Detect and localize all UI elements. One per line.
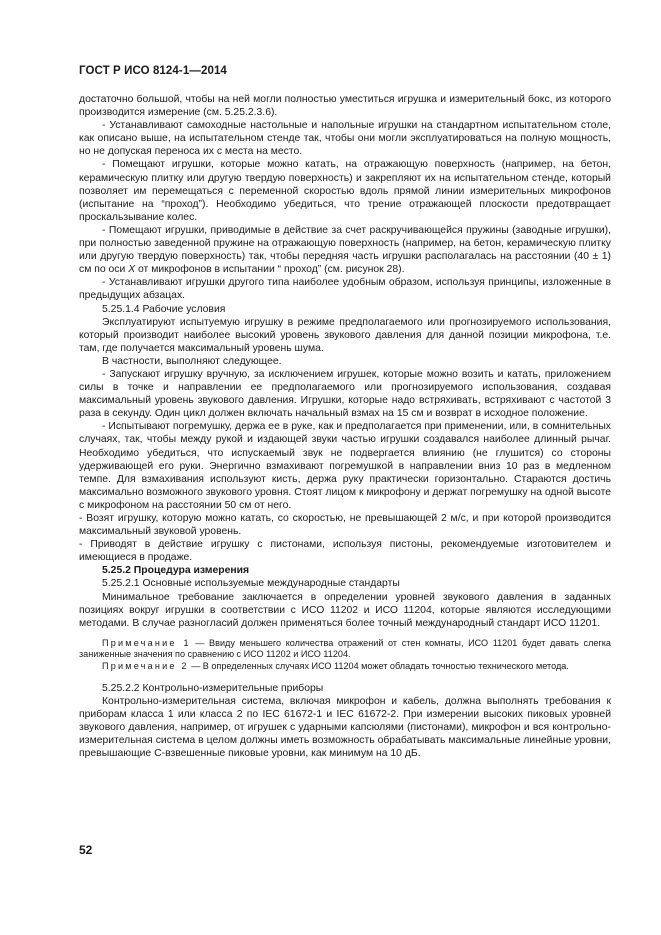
page-header-title: ГОСТ Р ИСО 8124-1—2014 [79,65,227,77]
paragraph: - Приводят в действие игрушку с пистонами, используя пистоны, рекомендуемые изготовителем и имеющиеся в продаже. [79,539,611,564]
paragraph-text: от микрофонов в испытании “ проход” (см. рисунок 28). [135,264,405,276]
note-text: — Ввиду меньшего количества отражений от стен комнаты, ИСО 11201 будет давать слегка заниженные значения по сравнению с ИСО 11202 и ИСО 11204. [79,637,611,660]
paragraph: - Устанавливают самоходные настольные и напольные игрушки на стандартном испытательном столе, как описано выше, на испытательном стенде так, чтобы они могли эксплуатироваться на полную мощность, но не допуская переноса их с места на место. [79,120,611,158]
paragraph: - Возят игрушку, которую можно катать, со скоростью, не превышающей 2 м/с, и при которой производится максимальный звуковой уровень. [79,513,611,538]
note-text: — В определенных случаях ИСО 11204 может обладать точностью технического метода. [188,661,569,672]
paragraph [79,224,611,276]
axis-symbol: X [128,264,136,276]
document-body [79,93,611,760]
paragraph: Минимальное требование заключается в определении уровней звукового давления в заданных позициях вокруг игрушки в соответствии с ИСО 11202 и ИСО 11204, которые являются исследующими методами. В случае разногласий должен применяться более точный международный стандарт ИСО 11201. [79,591,611,629]
paragraph-text: - Помещают игрушки, приводимые в действие за счет раскручивающейся пружины (заводные игрушки), при полностью заведенной пружине на отражающую поверхность (например, на бетон, керамическую плитку или другую твердую поверхность) так, чтобы передняя часть игрушки располагалась на расстоянии (40 ± 1) см по оси [79,224,611,276]
page-number: 52 [79,843,93,857]
note [79,661,611,673]
paragraph: Эксплуатируют испытуемую игрушку в режиме предполагаемого или прогнозируемого использования, который производит наиболее высокий уровень звукового давления для данной позиции микрофона, т.е. там, где получается максимальный уровень шума. [79,316,611,354]
subsection-heading: 5.25.2.2 Контрольно-измерительные приборы [102,682,324,694]
section-heading: 5.25.2 Процедура измерения [102,565,250,577]
note-label: Примечание 2 [102,661,189,672]
subsection-heading: 5.25.1.4 Рабочие условия [102,303,226,315]
paragraph: В частности, выполняют следующее. [102,355,282,367]
paragraph: Контрольно-измерительная система, включая микрофон и кабель, должна выполнять требования к приборам класса 1 или класса 2 по IEC 61672-1 и IEC 61672-2. При измерении высоких пиковых уровней звукового давления, например, от игрушек с ударными капсюлями (пистонами), микрофон и вся контрольно-измерительная система в целом должны иметь возможность обрабатывать максимальные линейные уровни, превышающие С-взвешенные пиковые уровни, как минимум на 10 дБ. [79,695,611,760]
paragraph: - Устанавливают игрушки другого типа наиболее удобным образом, используя принципы, изложенные в предыдущих абзацах. [79,277,611,302]
note [79,638,611,661]
note-label: Примечание 1 [102,637,191,648]
paragraph: - Помещают игрушки, которые можно катать, на отражающую поверхность (например, на бетон, керамическую плитку или другую твердую поверхность) и закрепляют их на испытательном стенде, который позволяет им перемещаться с переменной скоростью вдоль прямой линии измерительных микрофонов (испытание на “проход”). Необходимо убедиться, что трение отражающей плоскости предотвращает проскальзывание колес. [79,159,611,223]
paragraph: достаточно большой, чтобы на ней могли полностью уместиться игрушка и измерительный бокс, из которого производится измерение (см. 5.25.2.3.6). [79,94,611,119]
paragraph: - Запускают игрушку вручную, за исключением игрушек, которые можно возить и катать, приложением силы в точке и направлении ее предполагаемого или прогнозируемого использования, создавая максимальный уровень звукового давления. Игрушки, которые надо встряхивать, встряхивают с частотой 3 раза в секунду. Один цикл должен включать начальный взмах на 15 см и возврат в исходное положение. [79,368,611,420]
subsection-heading: 5.25.2.1 Основные используемые международные стандарты [102,578,400,590]
paragraph: - Испытывают погремушку, держа ее в руке, как и предполагается при применении, или, в сомнительных случаях, так, чтобы между рукой и издающей звуки частью игрушки создавался наиболее длинный рычаг. Необходимо убедиться, что испускаемый звук не подвергается влиянию (не глушится) со стороны удерживающей его руки. Энергично взмахивают погремушкой в направлении вниз 10 раз в медленном темпе. Для взмахивания используют кисть, держа руку практически горизонтально. Стараются достичь максимально возможного звукового уровня. Стоят лицом к микрофону и держат погремушку на одной высоте с микрофоном на расстоянии 50 см от него. [79,421,611,511]
